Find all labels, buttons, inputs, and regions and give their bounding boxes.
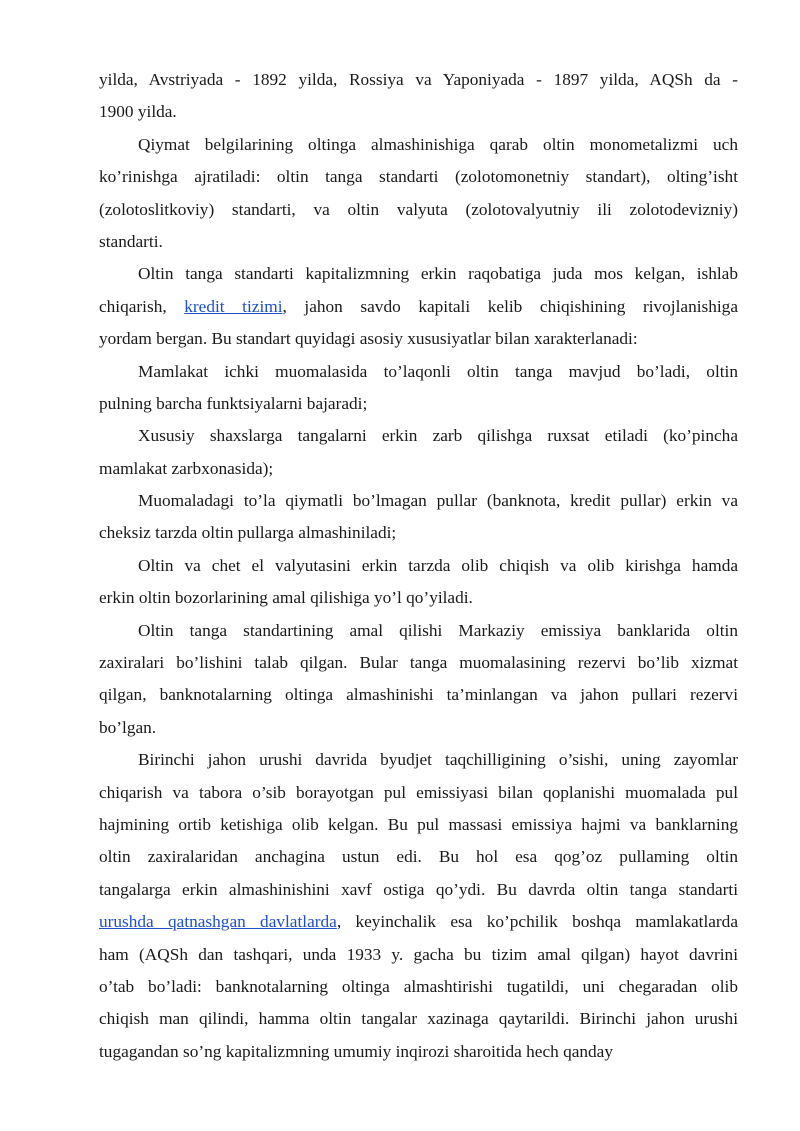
text-segment: Oltin va chet el valyutasini erkin tarzda olib chiqish va olib kirishga hamda bbox=[138, 555, 738, 575]
text-segment: , keyinchalik esa ko’pchilik boshqa mamlakatlarda bbox=[336, 912, 738, 932]
text-segment: erkin oltin bozorlarining amal qilishiga yo’l qo’yiladi. bbox=[99, 588, 473, 608]
text-segment: qilgan, banknotalarning oltinga almashinishi ta’minlangan va jahon pullari rezervi bbox=[99, 685, 738, 705]
text-segment: pulning barcha funktsiyalarni bajaradi; bbox=[99, 393, 368, 413]
text-segment: o’tab bo’ladi: banknotalarning oltinga almashtirishi tugatildi, uni chegaradan olib bbox=[99, 976, 738, 996]
text-segment: Muomaladagi to’la qiymatli bo’lmagan pullar (banknota, kredit pullar) erkin va bbox=[138, 491, 738, 511]
text-line bbox=[99, 323, 738, 355]
paragraph bbox=[99, 64, 738, 129]
text-line bbox=[99, 420, 738, 452]
text-line bbox=[99, 517, 738, 549]
text-segment: Oltin tanga standartining amal qilishi Markaziy emissiya banklarida oltin bbox=[138, 620, 738, 640]
document-page bbox=[99, 64, 738, 1068]
text-segment: chiqarish va tabora o’sib borayotgan pul emissiyasi bilan qoplanishi muomalada pul bbox=[99, 782, 738, 802]
text-line bbox=[99, 874, 738, 906]
text-segment: zaxiralari bo’lishini talab qilgan. Bular tanga muomalasining rezervi bo’lib xizmat bbox=[99, 653, 738, 673]
text-line bbox=[99, 291, 738, 323]
text-segment: , jahon savdo kapitali kelib chiqishining rivojlanishiga bbox=[282, 296, 738, 316]
text-line bbox=[99, 809, 738, 841]
text-segment: yilda, Avstriyada - 1892 yilda, Rossiya va Yaponiyada - 1897 yilda, AQSh da - bbox=[99, 70, 738, 89]
text-segment: chiqarish, bbox=[99, 296, 185, 316]
text-line bbox=[99, 485, 738, 517]
paragraph bbox=[99, 356, 738, 421]
text-line bbox=[99, 906, 738, 938]
text-line bbox=[99, 1036, 738, 1068]
text-segment: tugagandan so’ng kapitalizmning umumiy inqirozi sharoitida hech qanday bbox=[99, 1041, 613, 1061]
text-segment: cheksiz tarzda oltin pullarga almashiniladi; bbox=[99, 523, 397, 543]
hyperlink[interactable]: urushda qatnashgan davlatlarda bbox=[99, 912, 337, 932]
text-line bbox=[99, 971, 738, 1003]
text-segment: yordam bergan. Bu standart quyidagi asosiy xususiyatlar bilan xarakterlanadi: bbox=[99, 329, 638, 349]
text-segment: 1900 yilda. bbox=[99, 102, 177, 122]
text-segment: Qiymat belgilarining oltinga almashinishiga qarab oltin monometalizmi uch bbox=[138, 134, 738, 154]
text-line bbox=[99, 194, 738, 226]
text-segment: Birinchi jahon urushi davrida byudjet taqchilligining o’sishi, uning zayomlar bbox=[138, 750, 738, 770]
text-segment: hajmining ortib ketishiga olib kelgan. Bu pul massasi emissiya hajmi va banklarning bbox=[99, 814, 738, 834]
text-line bbox=[99, 939, 738, 971]
text-line bbox=[99, 615, 738, 647]
text-line bbox=[99, 453, 738, 485]
text-segment: (zolotoslitkoviy) standarti, va oltin valyuta (zolotovalyutniy ili zolotodevizniy) bbox=[99, 199, 738, 219]
text-line bbox=[99, 96, 738, 128]
hyperlink[interactable]: kredit tizimi bbox=[184, 296, 283, 316]
text-segment: Mamlakat ichki muomalasida to’laqonli oltin tanga mavjud bo’ladi, oltin bbox=[138, 361, 738, 381]
text-line bbox=[99, 841, 738, 873]
paragraph bbox=[99, 615, 738, 745]
text-line bbox=[99, 550, 738, 582]
paragraph bbox=[99, 129, 738, 259]
text-segment: Xususiy shaxslarga tangalarni erkin zarb qilishga ruxsat etiladi (ko’pincha bbox=[138, 426, 738, 446]
text-segment: standarti. bbox=[99, 231, 163, 251]
text-line bbox=[99, 679, 738, 711]
text-segment: tangalarga erkin almashinishini xavf ostiga qo’ydi. Bu davrda oltin tanga standarti bbox=[99, 879, 738, 899]
text-segment: Oltin tanga standarti kapitalizmning erkin raqobatiga juda mos kelgan, ishlab bbox=[138, 264, 738, 284]
paragraph bbox=[99, 744, 738, 1068]
text-segment: mamlakat zarbxonasida); bbox=[99, 458, 274, 478]
text-line bbox=[99, 647, 738, 679]
text-line bbox=[99, 388, 738, 420]
text-line bbox=[99, 712, 738, 744]
text-segment: chiqish man qilindi, hamma oltin tangalar xazinaga qaytarildi. Birinchi jahon urushi bbox=[99, 1009, 738, 1029]
text-line bbox=[99, 226, 738, 258]
text-line bbox=[99, 161, 738, 193]
text-line bbox=[99, 129, 738, 161]
text-segment: ham (AQSh dan tashqari, unda 1933 y. gacha bu tizim amal qilgan) hayot davrini bbox=[99, 944, 738, 964]
paragraph bbox=[99, 420, 738, 485]
text-line bbox=[99, 777, 738, 809]
paragraph bbox=[99, 258, 738, 355]
text-segment: ko’rinishga ajratiladi: oltin tanga standarti (zolotomonetniy standart), olting’isht bbox=[99, 167, 738, 187]
paragraph bbox=[99, 550, 738, 615]
text-line bbox=[99, 356, 738, 388]
text-line bbox=[99, 582, 738, 614]
text-line bbox=[99, 744, 738, 776]
text-segment: oltin zaxiralaridan anchagina ustun edi. Bu hol esa qog’oz pullaming oltin bbox=[99, 847, 738, 867]
text-line bbox=[99, 64, 738, 96]
text-segment: bo’lgan. bbox=[99, 717, 157, 737]
text-line bbox=[99, 1003, 738, 1035]
paragraph bbox=[99, 485, 738, 550]
text-line bbox=[99, 258, 738, 290]
